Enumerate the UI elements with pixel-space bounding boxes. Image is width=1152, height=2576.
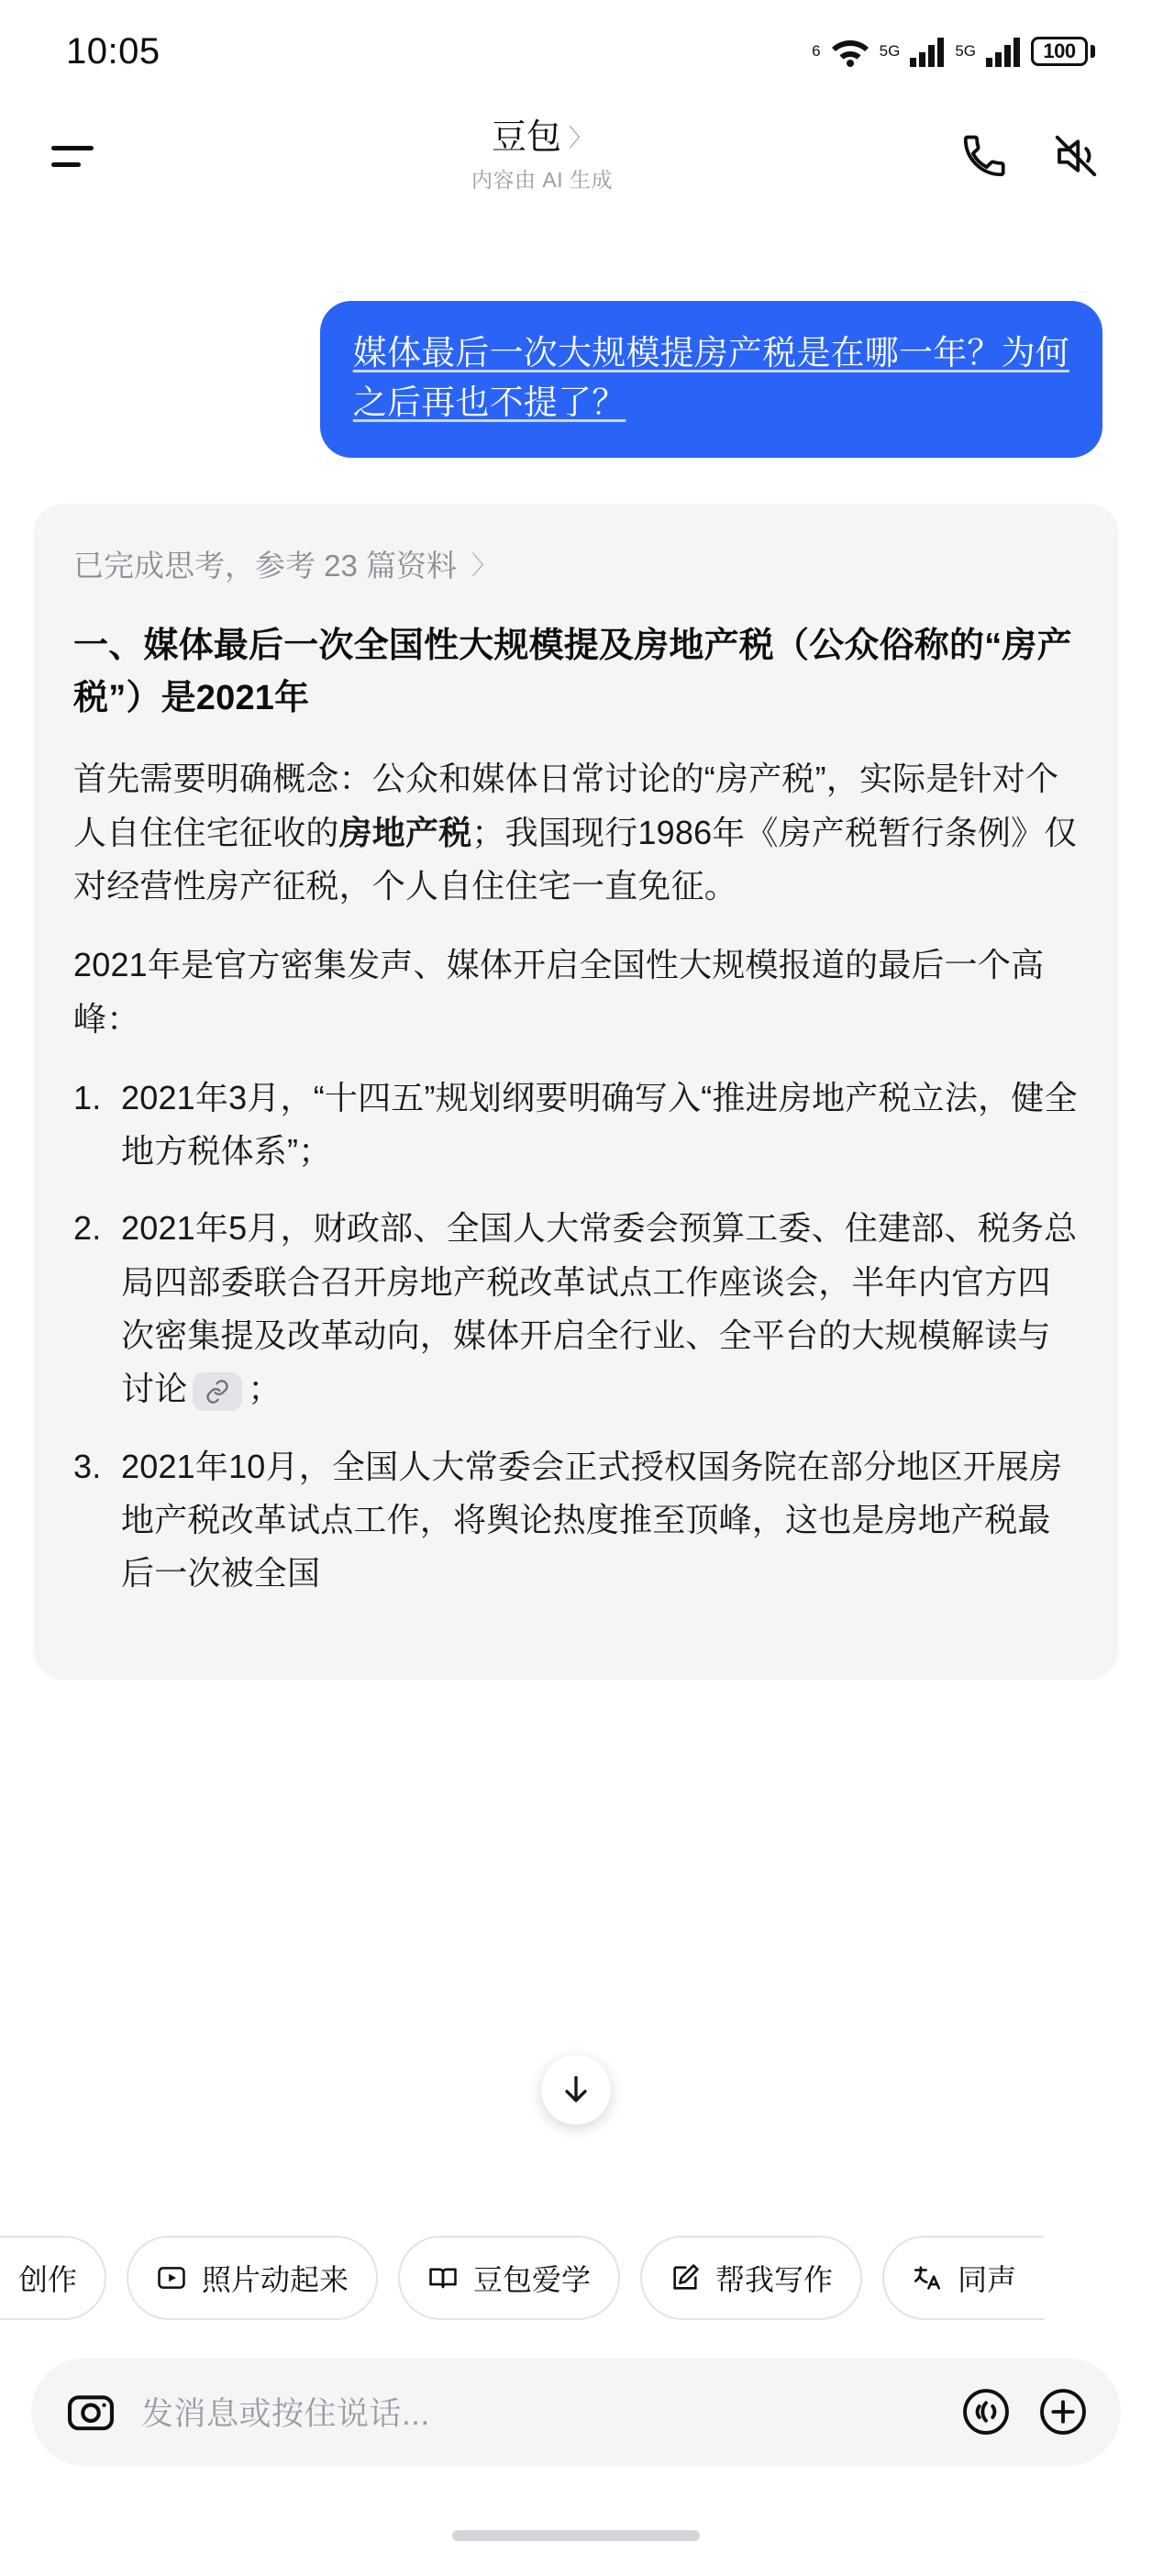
quick-action-label: 豆包爱学	[473, 2263, 592, 2296]
list-item-number: 2.	[73, 1209, 102, 1248]
assistant-message-card	[33, 504, 1119, 1679]
translate-icon	[912, 2262, 943, 2293]
quick-action-create[interactable]	[0, 2236, 106, 2320]
user-message-bubble	[320, 301, 1102, 458]
chat-scroll-area[interactable]	[0, 209, 1152, 2172]
list-item-text: 2021年10月，全国人大常委会正式授权国务院在部分地区开展房地产税改革试点工作，将舆论热度推至顶峰，这也是房地产税最后一次被全国	[121, 1447, 1063, 1593]
wifi-icon	[830, 36, 870, 67]
chevron-right-icon-references: 〉	[471, 550, 498, 580]
thinking-status-row[interactable]	[73, 542, 1079, 585]
answer-paragraph-1-part-b: ；我国现行1986年《房产税暂行条例》仅对经营性房产征税，个人自住住宅一直免征。	[73, 813, 1078, 905]
list-item	[73, 1071, 1079, 1179]
answer-heading: 一、媒体最后一次全国性大规模提及房地产税（公众俗称的“房产税”）是2021年	[73, 627, 1072, 718]
book-icon	[427, 2262, 459, 2293]
battery-level: 100	[1031, 37, 1088, 66]
quick-action-label: 创作	[18, 2263, 78, 2296]
scroll-to-bottom-icon[interactable]	[541, 2055, 611, 2125]
page-title-row[interactable]	[492, 118, 593, 159]
page-subtitle: 内容由 AI 生成	[471, 167, 613, 192]
camera-icon[interactable]	[64, 2385, 117, 2438]
answer-paragraph-1-emphasis: 房地产税	[338, 813, 472, 851]
status-bar	[0, 0, 1152, 103]
thinking-status-text: 已完成思考，参考 23 篇资料	[73, 549, 458, 583]
list-item-text	[121, 1202, 1079, 1416]
quick-action-chips[interactable]	[0, 2229, 1152, 2326]
list-item	[73, 1202, 1079, 1416]
status-icons	[812, 36, 1095, 67]
plus-icon[interactable]	[1036, 2385, 1090, 2438]
signal-5g-label-1: 5G	[879, 42, 901, 60]
user-message-line-2: 之后再也不提了？	[352, 383, 626, 421]
signal-5g-label-2: 5G	[955, 42, 976, 60]
answer-list	[73, 1071, 1079, 1601]
list-item	[73, 1440, 1079, 1601]
battery-cap	[1091, 45, 1095, 58]
list-item-number: 3.	[73, 1447, 102, 1485]
answer-paragraph-2: 2021年是官方密集发声、媒体开启全国性大规模报道的最后一个高峰：	[73, 946, 1045, 1038]
home-indicator	[452, 2530, 700, 2541]
quick-action-write-for-me[interactable]	[640, 2236, 862, 2320]
quick-action-label: 帮我写作	[715, 2263, 834, 2296]
quick-action-photo-animate[interactable]	[127, 2236, 378, 2320]
app-header	[0, 103, 1152, 209]
chevron-right-icon: 〉	[569, 124, 593, 152]
battery-indicator	[1031, 37, 1095, 66]
signal-bars-icon-1	[909, 36, 946, 67]
page-title: 豆包	[491, 118, 561, 158]
quick-action-label: 照片动起来	[202, 2263, 349, 2296]
pencil-icon	[670, 2262, 701, 2293]
quick-action-label: 同声	[958, 2263, 1017, 2296]
wifi-superscript: 6	[812, 42, 821, 60]
answer-paragraph-1	[73, 752, 1079, 913]
header-title-block[interactable]	[125, 118, 959, 194]
message-input-field[interactable]: 发消息或按住说话...	[141, 2396, 430, 2432]
list-item-text-after-link: ；	[248, 1370, 282, 1408]
list-item-number: 1.	[73, 1078, 102, 1116]
quick-action-simultaneous-translate[interactable]	[882, 2236, 1044, 2320]
answer-paragraph-1-part-a: 首先需要明确概念：公众和媒体日常讨论的“房产税”，实际是针对个人自住住宅征收的	[73, 760, 1059, 851]
voice-wave-icon[interactable]	[959, 2385, 1013, 2438]
list-item-text: 2021年3月，“十四五”规划纲要明确写入“推进房地产税立法，健全地方税体系”；	[121, 1078, 1078, 1171]
menu-icon[interactable]	[51, 128, 116, 183]
call-icon[interactable]	[959, 131, 1009, 181]
mute-icon[interactable]	[1051, 131, 1101, 181]
message-input-bar[interactable]	[31, 2358, 1121, 2466]
status-time: 10:05	[66, 30, 161, 72]
header-actions	[959, 131, 1101, 181]
quick-action-doubao-study[interactable]	[398, 2236, 620, 2320]
play-icon	[156, 2262, 187, 2293]
link-icon[interactable]	[193, 1372, 242, 1411]
user-message-line-1: 媒体最后一次大规模提房产税是在哪一年？为何	[352, 334, 1069, 372]
signal-bars-icon-2	[985, 36, 1022, 67]
list-item-text-before-link: 2021年5月，财政部、全国人大常委会预算工委、住建部、税务总局四部委联合召开房地产税改革试点工作座谈会，半年内官方四次密集提及改革动向，媒体开启全行业、全平台的大规模解读与讨论	[121, 1209, 1078, 1408]
